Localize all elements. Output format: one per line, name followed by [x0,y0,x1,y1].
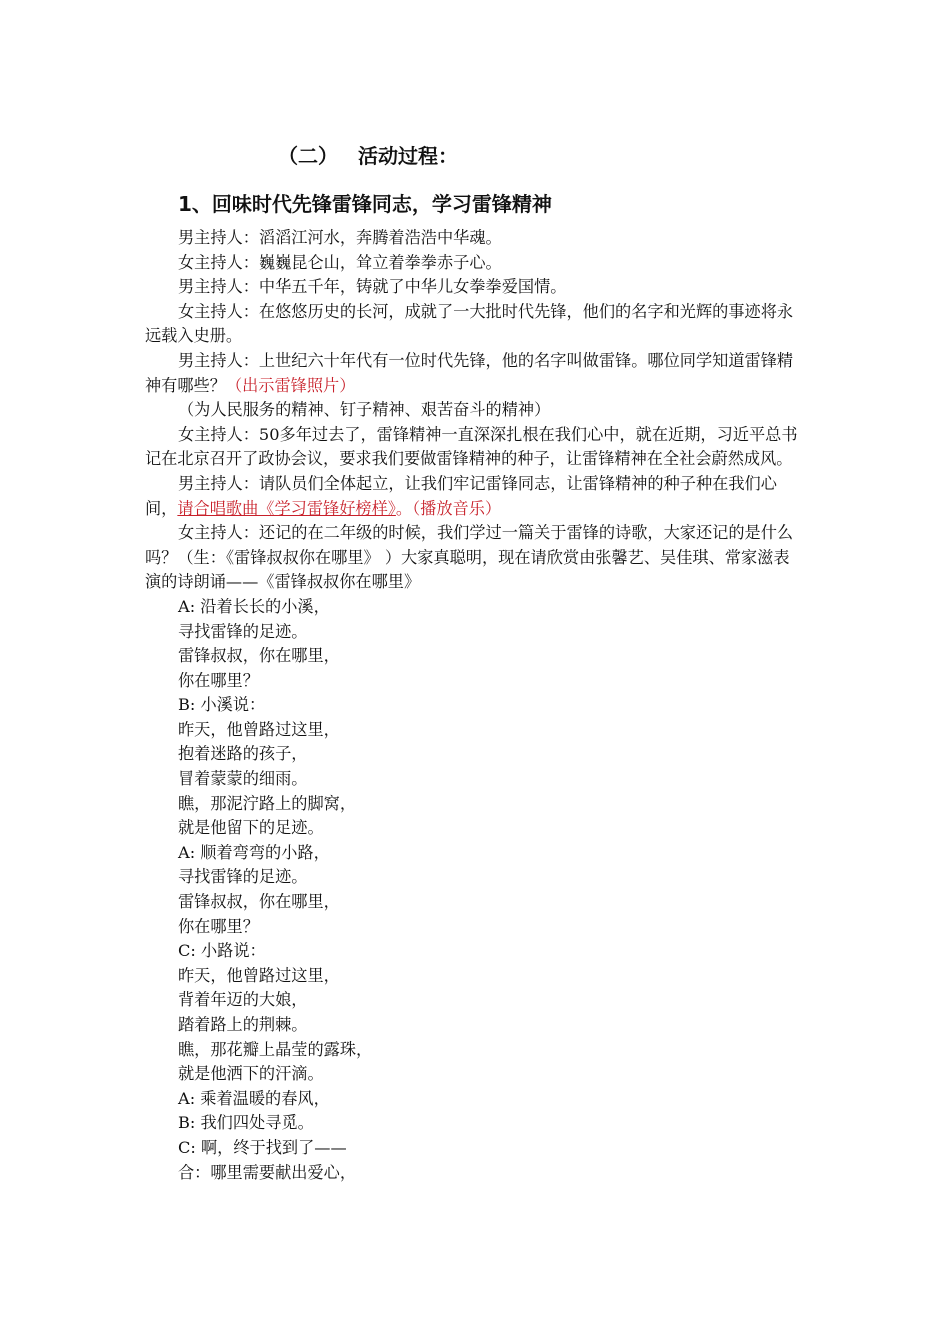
paragraph: 男主持人：请队员们全体起立，让我们牢记雷锋同志，让雷锋精神的种子种在我们心间，请合唱歌曲《学习雷锋好榜样》。（播放音乐） [145,473,777,518]
poem-line: 你在哪里？ [178,916,259,936]
song-instruction: 请合唱歌曲《学习雷锋好榜样》 [177,498,396,518]
poem-line: A: 乘着温暖的春风， [178,1088,330,1108]
poem-line: 瞧，那花瓣上晶莹的露珠， [178,1039,373,1059]
poem-line: 抱着迷路的孩子， [178,744,308,764]
paragraph: 女主持人：巍巍昆仑山，耸立着拳拳赤子心。 [178,252,502,272]
poem-line: 就是他洒下的汗滴。 [178,1064,324,1084]
stage-direction: 。（播放音乐） [395,498,502,518]
paragraph: 男主持人：中华五千年，铸就了中华儿女拳拳爱国情。 [178,277,567,297]
poem [145,595,805,1185]
section-heading [278,140,458,169]
poem-line: 冒着蒙蒙的细雨。 [178,769,308,789]
paragraph: （为人民服务的精神、钉子精神、艰苦奋斗的精神） [178,400,551,420]
poem-line: C: 啊，终于找到了—— [178,1137,347,1157]
poem-line: 雷锋叔叔，你在哪里， [178,646,340,666]
poem-line: 背着年迈的大娘， [178,990,308,1010]
poem-line: 踏着路上的荆棘。 [178,1015,308,1034]
paragraph: 女主持人：在悠悠历史的长河，成就了一大批时代先锋，他们的名字和光辉的事迹将永远载入史册。 [145,301,794,346]
paragraph: 男主持人：上世纪六十年代有一位时代先锋，他的名字叫做雷锋。哪位同学知道雷锋精神有哪些？（出示雷锋照片） [145,350,794,395]
paragraph: 女主持人：还记的在二年级的时候，我们学过一篇关于雷锋的诗歌，大家还记的是什么吗？（生：《雷锋叔叔你在哪里》 ）大家真聪明，现在请欣赏由张馨艺、吴佳琪、常家滋表演的诗朗诵——《雷锋叔叔你在哪里》 [145,523,794,592]
section-title: 活动过程： [358,144,458,168]
poem-line: 昨天，他曾路过这里， [178,719,340,739]
poem-line: 寻找雷锋的足迹。 [178,867,308,887]
document-body [145,226,805,1185]
paragraph: 女主持人：50多年过去了，雷锋精神一直深深扎根在我们心中，就在近期，习近平总书记在北京召开了政协会议，要求我们要做雷锋精神的种子，让雷锋精神在全社会蔚然成风。 [145,424,798,469]
poem-line: 寻找雷锋的足迹。 [178,621,308,641]
section-number: （二） [278,144,338,168]
poem-line: 瞧，那泥泞路上的脚窝， [178,793,357,813]
paragraph: 男主持人：滔滔江河水，奔腾着浩浩中华魂。 [178,228,502,247]
poem-line: 雷锋叔叔，你在哪里， [178,892,340,912]
stage-direction: （出示雷锋照片） [225,375,356,395]
poem-line: A: 顺着弯弯的小路， [178,842,330,862]
subheading: 1、回味时代先锋雷锋同志，学习雷锋精神 [178,192,552,216]
poem-line: B: 我们四处寻觅。 [178,1113,314,1133]
poem-line: B: 小溪说： [178,695,266,715]
poem-line: 昨天，他曾路过这里， [178,965,340,985]
poem-line: 合：哪里需要献出爱心， [178,1162,357,1182]
poem-line: A: 沿着长长的小溪， [178,596,330,616]
poem-line: C: 小路说： [178,941,266,961]
poem-line: 就是他留下的足迹。 [178,818,324,838]
poem-line: 你在哪里？ [178,670,259,690]
